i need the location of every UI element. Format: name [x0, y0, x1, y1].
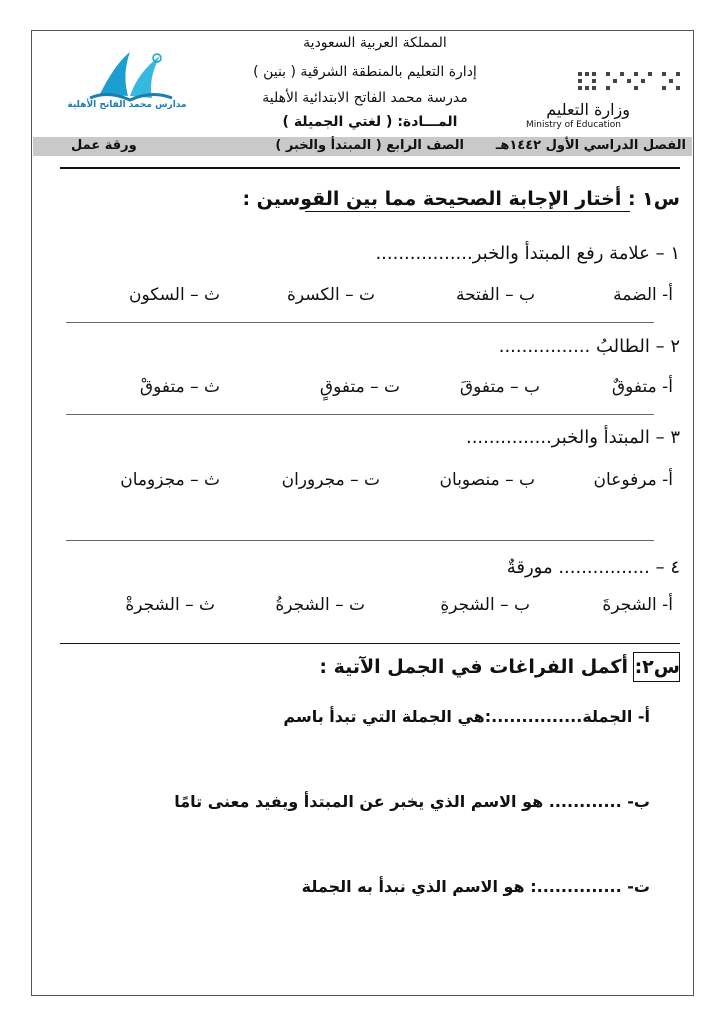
- subject-label: المـــادة: ( لغتي الجميلة ): [282, 114, 458, 130]
- q2-sentence-b[interactable]: ب- ............ هو الاسم الذي يخبر عن المبتدأ ويفيد معنى تامًا: [174, 792, 650, 811]
- q1-item-2-option-d[interactable]: ث – متفوقْ: [139, 377, 220, 397]
- school-book-icon: [60, 44, 200, 104]
- q1-item-3-option-b[interactable]: ب – منصوبان: [439, 470, 535, 490]
- q1-item-4-option-d[interactable]: ث – الشجرةْ: [125, 595, 215, 615]
- item-separator: [66, 540, 654, 541]
- q1-item-1-option-c[interactable]: ت – الكسرة: [286, 285, 375, 305]
- divider: [60, 167, 680, 169]
- sheet-type-label: ورقة عمل: [71, 138, 137, 153]
- q1-title: س١ : أختار الإجابة الصحيحة مما بين القوسين :: [242, 188, 680, 210]
- q1-title-underline: [305, 211, 630, 212]
- q1-item-3-stem: ٣ – المبتدأ والخبر...............: [465, 427, 680, 448]
- q1-item-2-stem: ٢ – الطالبُ ................: [498, 336, 680, 357]
- ministry-name-ar: وزارة التعليم: [546, 100, 630, 119]
- grade-label: الصف الرابع ( المبتدأ والخبر ): [275, 138, 464, 153]
- q1-item-3-option-a[interactable]: أ- مرفوعان: [593, 470, 673, 490]
- q1-item-4-option-b[interactable]: ب – الشجرةِ: [440, 595, 530, 615]
- q1-item-4-option-c[interactable]: ت – الشجرةُ: [275, 595, 365, 615]
- q2-sentence-c[interactable]: ت- ..............: هو الاسم الذي نبدأ به الجملة: [301, 877, 650, 896]
- worksheet-frame: [31, 30, 694, 996]
- q1-item-2-option-a[interactable]: أ- متفوقٌ: [611, 377, 673, 397]
- section-divider: [60, 643, 680, 644]
- q1-item-1-option-a[interactable]: أ- الضمة: [613, 285, 673, 305]
- ministry-name-en: Ministry of Education: [526, 120, 621, 130]
- q1-item-4-stem: ٤ – ................ مورقةٌ: [506, 557, 680, 578]
- q1-item-4-option-a[interactable]: أ- الشجرةَ: [602, 595, 673, 615]
- semester-label: الفصل الدراسي الأول ١٤٤٢هـ: [495, 138, 686, 153]
- q2-title: س٢: أكمل الفراغات في الجمل الآتية :: [319, 656, 680, 678]
- q1-item-3-option-c[interactable]: ت – مجروران: [281, 470, 380, 490]
- item-separator: [66, 322, 654, 323]
- country-name: المملكة العربية السعودية: [303, 35, 447, 51]
- school-logo-text: مدارس محمد الفاتح الأهلية: [67, 100, 187, 110]
- directorate-name: إدارة التعليم بالمنطقة الشرقية ( بنين ): [253, 64, 477, 80]
- q1-item-2-option-b[interactable]: ب – متفوقَ: [459, 377, 540, 397]
- q1-item-1-option-d[interactable]: ث – السكون: [128, 285, 220, 305]
- item-separator: [66, 414, 654, 415]
- q1-item-1-option-b[interactable]: ب – الفتحة: [455, 285, 535, 305]
- q1-item-2-option-c[interactable]: ت – متفوقٍ: [319, 377, 400, 397]
- q1-item-1-stem: ١ – علامة رفع المبتدأ والخبر.................: [375, 243, 680, 264]
- q2-sentence-a[interactable]: أ- الجملة...............:هي الجملة التي تبدأ باسم: [283, 707, 650, 726]
- school-name: مدرسة محمد الفاتح الابتدائية الأهلية: [262, 90, 468, 106]
- info-bar: [33, 137, 692, 156]
- q1-item-3-option-d[interactable]: ث – مجزومان: [120, 470, 220, 490]
